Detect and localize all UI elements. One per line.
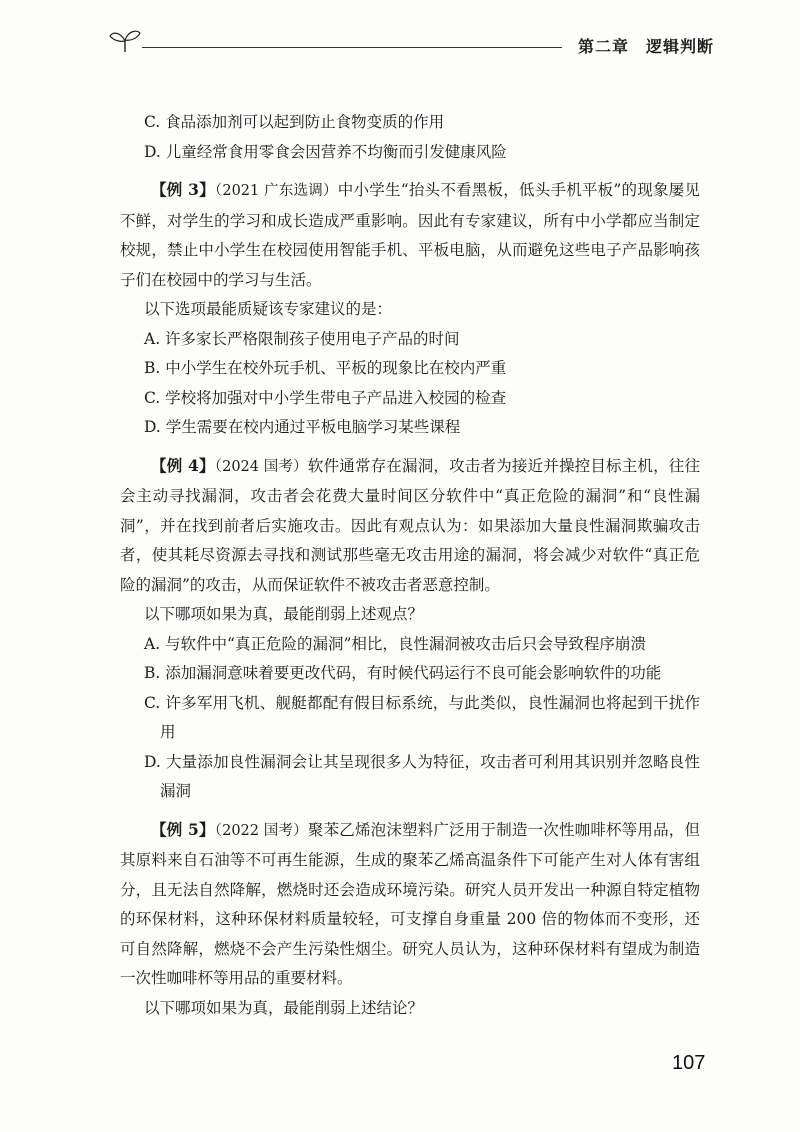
page-body: [120, 108, 700, 1023]
example-source: （2021 广东选调）: [214, 183, 338, 199]
example-3-stem: [120, 175, 700, 295]
option-a: A. 与软件中“真正危险的漏洞”相比，良性漏洞被攻击后只会导致程序崩溃: [144, 634, 646, 653]
example-tag: 【例 3】: [151, 180, 215, 199]
example-tag: 【例 5】: [151, 819, 215, 839]
option-c: C. 学校将加强对中小学生带电子产品进入校园的检查: [144, 388, 507, 407]
example-5-question: 以下哪项如果为真，最能削弱上述结论？: [144, 998, 424, 1017]
option-b: B. 中小学生在校外玩手机、平板的现象比在校内严重: [144, 359, 507, 377]
example-source: （2024 国考）: [214, 458, 308, 475]
option-d: D. 儿童经常食用零食会因营养不均衡而引发健康风险: [144, 142, 507, 161]
option-c: C. 食品添加剂可以起到防止食物变质的作用: [144, 113, 445, 131]
page-number: 107: [672, 1052, 706, 1074]
chapter-title: 第二章 逻辑判断: [578, 37, 715, 56]
running-header: [0, 22, 800, 72]
example-3-question: 以下选项最能质疑该专家建议的是：: [144, 300, 393, 318]
option-d: D. 大量添加良性漏洞会让其呈现很多人为特征，攻击者可利用其识别并忽略良性漏洞: [144, 752, 700, 800]
example-4-question: 以下哪项如果为真，最能削弱上述观点？: [144, 605, 424, 623]
example-text: 聚苯乙烯泡沫塑料广泛用于制造一次性咖啡杯等用品，但其原料来自石油等不可再生能源，生成的聚苯乙烯高温条件下可能产生对人体有害组分，且无法自然降解，燃烧时还会造成环境污染。研究人员开发出一种源自特定植物的环保材料，这种环保材料质量较轻，可支撑自身重量 200 倍的物体而不变形，还可自然降解，燃烧不会产生污染性烟尘。研究人员认为，这种环保材料有望成为制造一次性咖啡杯等用品的重要材料。: [120, 820, 701, 987]
example-5-stem: [120, 815, 700, 994]
option-c: C. 许多军用飞机、舰艇都配有假目标系统，与此类似，良性漏洞也将起到干扰作用: [144, 693, 700, 741]
example-source: （2022 国考）: [214, 822, 308, 839]
option-b: B. 添加漏洞意味着要更改代码，有时候代码运行不良可能会影响软件的功能: [144, 664, 662, 682]
example-tag: 【例 4】: [151, 455, 215, 475]
sprout-icon: [108, 28, 142, 54]
example-4-stem: [120, 451, 700, 601]
option-d: D. 学生需要在校内通过平板电脑学习某些课程: [144, 418, 461, 436]
option-a: A. 许多家长严格限制孩子使用电子产品的时间: [144, 329, 460, 348]
header-rule: [142, 47, 562, 48]
example-text: 中小学生“抬头不看黑板，低头手机平板”的现象屡见不鲜，对学生的学习和成长造成严重影响。因此有专家建议，所有中小学都应当制定校规，禁止中小学生在校园使用智能手机、平板电脑，从而避免这些电子产品影响孩子们在校园中的学习与生活。: [120, 181, 700, 289]
example-text: 软件通常存在漏洞，攻击者为接近并操控目标主机，往往会主动寻找漏洞，攻击者会花费大量时间区分软件中“真正危险的漏洞”和“良性漏洞”，并在找到前者后实施攻击。因此有观点认为：如果添加大量良性漏洞欺骗攻击者，使其耗尽资源去寻找和测试那些毫无攻击用途的漏洞，将会减少对软件“真正危险的漏洞”的攻击，从而保证软件不被攻击者恶意控制。: [120, 456, 701, 594]
